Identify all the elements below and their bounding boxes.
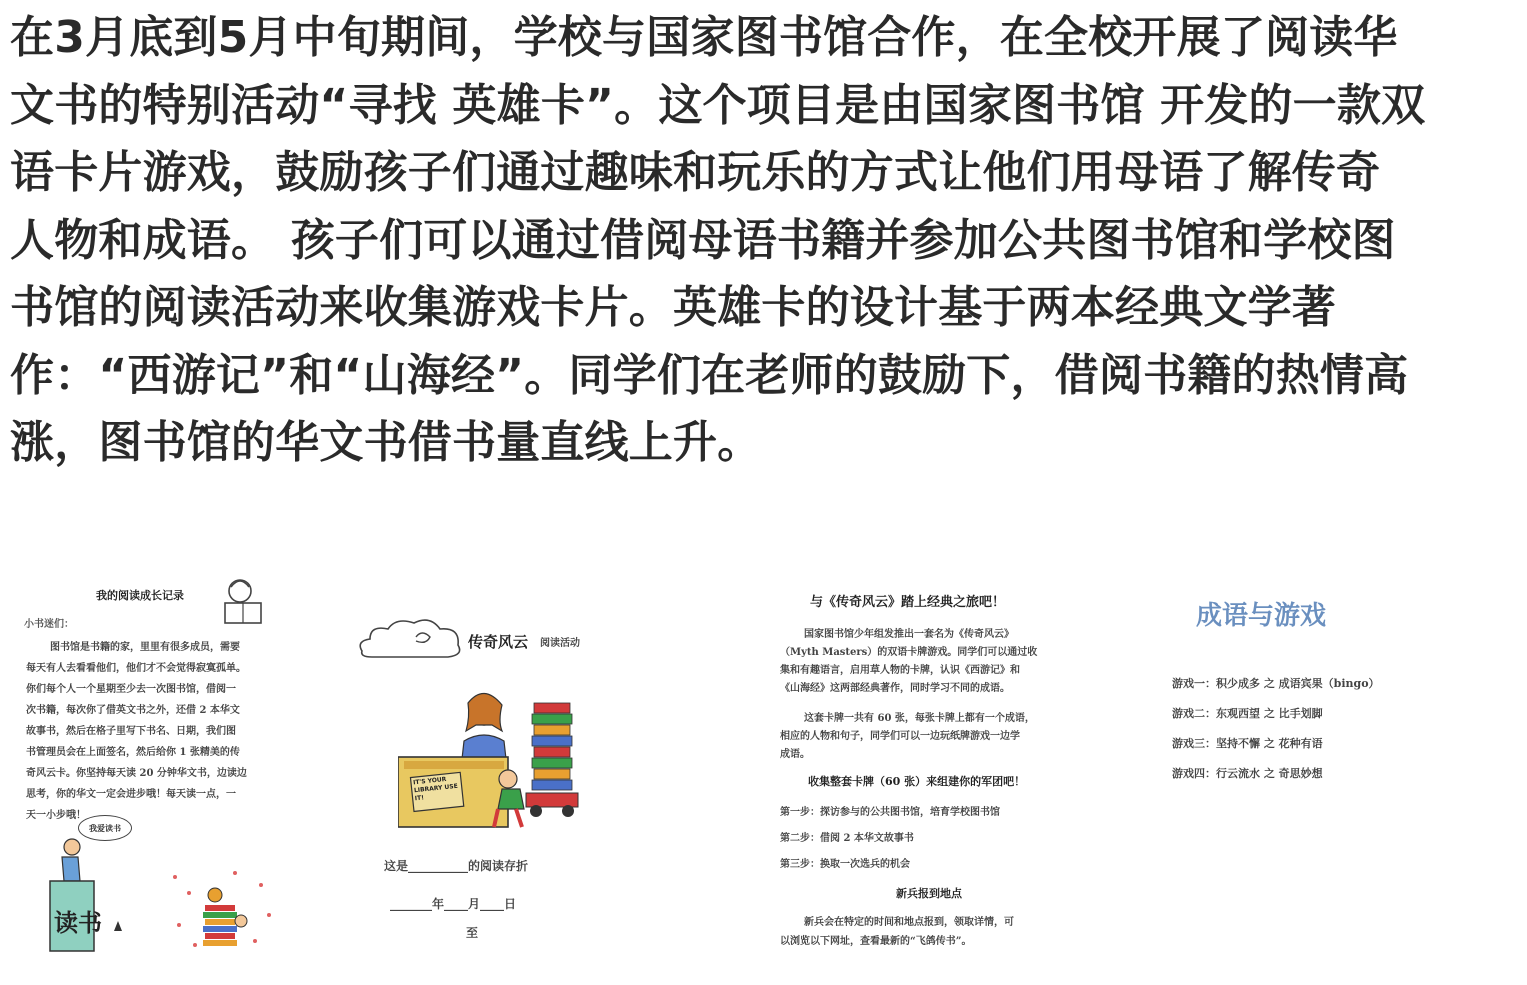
reading-record-line: 天一小步哦！ (26, 810, 86, 821)
game-item: 游戏四：行云流水 之 奇思妙想 (1172, 767, 1323, 780)
reading-record-line: 次书籍，每次你了借英文书之外，还借 2 本华文 (26, 705, 240, 716)
speech-bubble: 我爱读书 (78, 815, 132, 841)
passport-date-line: _______年____月____日 (390, 897, 517, 911)
info-line: 国家图书馆少年组发推出一套名为《传奇风云》 (804, 629, 1014, 640)
game-item: 游戏三：坚持不懈 之 花种有语 (1172, 737, 1323, 750)
game-item: 游戏一：积少成多 之 成语宾果（bingo） (1172, 677, 1380, 690)
reading-record-line: 每天有人去看看他们，他们才不会觉得寂寞孤单。 (26, 663, 246, 674)
step-line: 第二步：借阅 2 本华文故事书 (780, 833, 914, 844)
info-line: （Myth Masters）的双语卡牌游戏。同学们可以通过收 (780, 647, 1038, 658)
game-item: 游戏二：东观西望 之 比手划脚 (1172, 707, 1323, 720)
reader-boy-icon (215, 573, 275, 628)
reading-record-line: 故事书，然后在格子里写下书名、日期，我们图 (26, 726, 236, 737)
article-line: 语卡片游戏，鼓励孩子们通过趣味和玩乐的方式让他们用母语了解传奇 (10, 147, 1381, 198)
activity-cover-page (350, 565, 630, 953)
passport-owner-line: 这是__________的阅读存折 (384, 859, 529, 873)
legend-title: 传奇风云 (468, 633, 529, 651)
legend-subtitle: 阅读活动 (540, 638, 580, 649)
reading-record-line: 奇风云卡。你坚持每天读 20 分钟华文书，边读边 (26, 768, 247, 779)
reading-record-line: 思考，你的华文一定会进步哦！每天读一点，一 (26, 789, 236, 800)
reading-record-line: 图书馆是书籍的家，里里有很多成员，需要 (50, 642, 240, 653)
cloud-icon (356, 615, 468, 663)
myth-masters-title: 与《传奇风云》踏上经典之旅吧！ (810, 595, 1006, 610)
reading-record-line: 书管理员会在上面签名，然后给你 1 张精美的传 (26, 747, 240, 758)
step-line: 第三步：换取一次选兵的机会 (780, 859, 910, 870)
article-line: 文书的特别活动“寻找 英雄卡”。这个项目是由国家图书馆 开发的一款双 (10, 79, 1426, 131)
myth-masters-info-page (770, 565, 1100, 953)
info-line: 成语。 (780, 749, 810, 760)
info-line: 《山海经》这两部经典著作，同时学习不同的成语。 (780, 683, 1010, 694)
info-line: 新兵会在特定的时间和地点报到，领取详情，可 (804, 917, 1014, 928)
article-line: 书馆的阅读活动来收集游戏卡片。英雄卡的设计基于两本经典文学著 (10, 282, 1336, 333)
books-stack-icon (165, 865, 280, 953)
info-line: 相应的人物和句子，同学们可以一边玩纸牌游戏一边学 (780, 731, 1020, 742)
idiom-games-title: 成语与游戏 (1196, 601, 1327, 631)
reading-record-page (10, 565, 280, 953)
article-line: 人物和成语。 孩子们可以通过借阅母语书籍并参加公共图书馆和学校图 (10, 214, 1396, 266)
reading-record-line: 你们每个人一个星期至少去一次图书馆，借阅一 (26, 684, 236, 695)
info-line: 这套卡牌一共有 60 张，每张卡牌上都有一个成语， (804, 713, 1035, 724)
info-line: 集和有趣语言，启用草人物的卡牌，认识《西游记》和 (780, 665, 1020, 676)
idiom-games-page (1160, 565, 1460, 953)
article-line: 涨，图书馆的华文书借书量直线上升。 (10, 417, 762, 468)
report-location-heading: 新兵报到地点 (896, 887, 962, 900)
info-line: 以浏览以下网址，查看最新的“飞鸽传书”。 (780, 936, 972, 947)
reading-record-greeting: 小书迷们： (24, 619, 74, 630)
desk-sign: IT'S YOUR LIBRARY USE IT! (412, 775, 459, 803)
step-line: 第一步：探访参与的公共图书馆，培育学校图书馆 (780, 807, 1000, 818)
article-text (10, 4, 1520, 477)
librarian-desk-illustration (398, 685, 588, 845)
collect-heading: 收集整套卡牌（60 张）来组建你的军团吧！ (808, 775, 1026, 788)
reading-record-title: 我的阅读成长记录 (96, 589, 184, 602)
book-sign: 读书 (54, 909, 102, 937)
article-line: 在3月底到5月中旬期间，学校与国家图书馆合作，在全校开展了阅读华 (10, 12, 1398, 63)
article-line: 作：“西游记”和“山海经”。同学们在老师的鼓励下，借阅书籍的热情高 (10, 349, 1409, 401)
passport-to: 至 (466, 926, 479, 940)
